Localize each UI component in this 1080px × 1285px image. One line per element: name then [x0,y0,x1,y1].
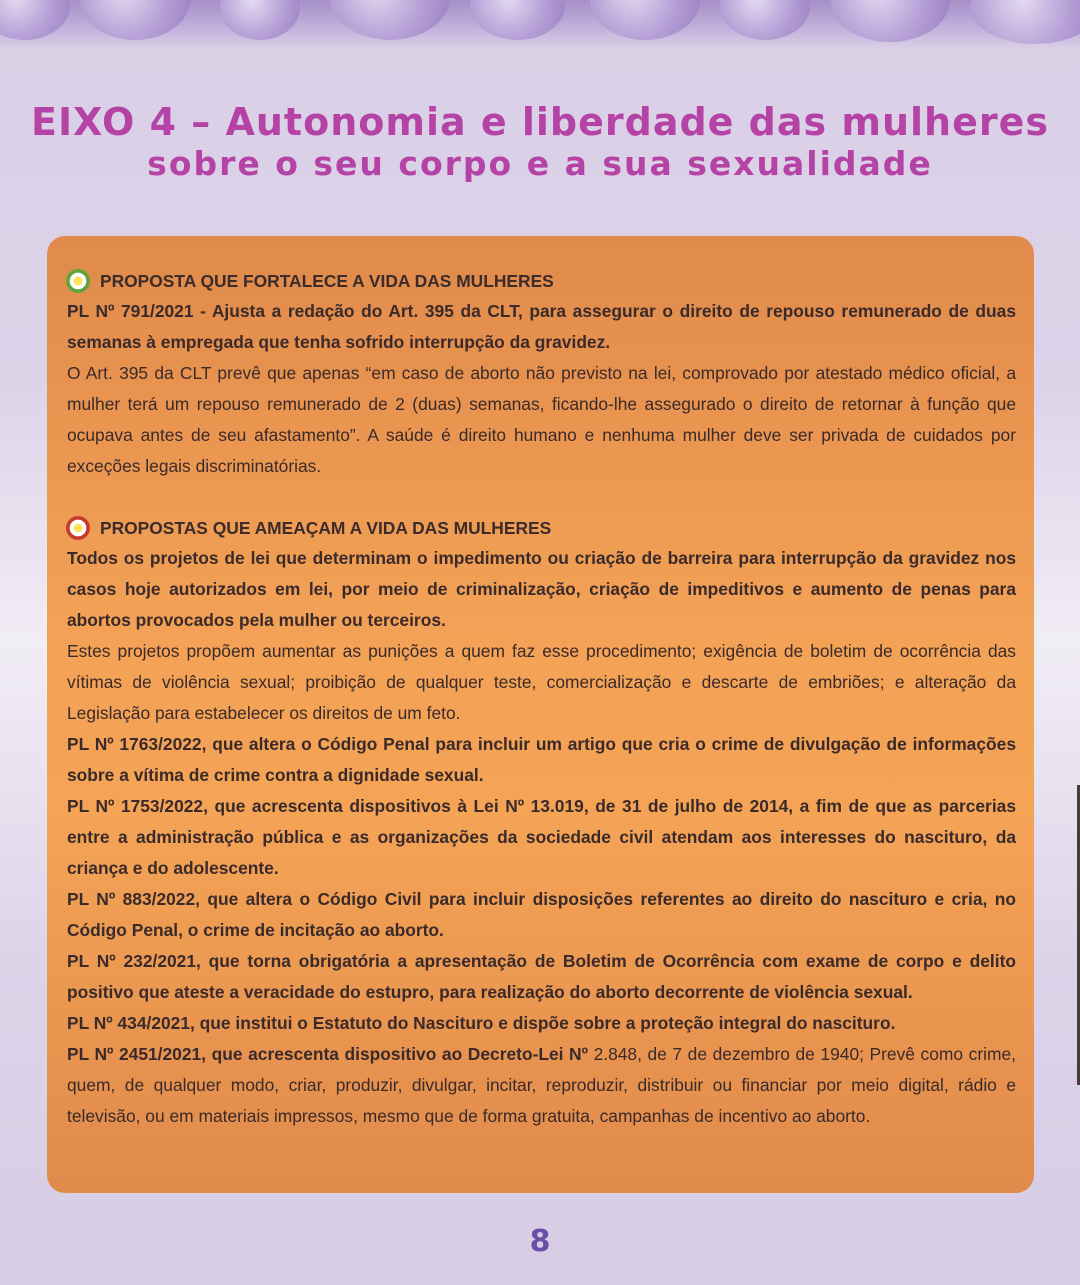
flower-decoration-icon [970,0,1080,44]
flower-decoration-icon [470,0,565,40]
page-title [0,100,1080,184]
positive-bill: PL Nº 791/2021 - Ajusta a redação do Art. 395 da CLT, para assegurar o direito de repouso remunerado de duas semanas à empregada que tenha sofrido interrupção da gravidez. [67,301,1016,352]
bill-item-last [67,1039,1016,1132]
positive-description: O Art. 395 da CLT prevê que apenas “em caso de aborto não previsto na lei, comprovado por atestado médico oficial, a mulher terá um repouso remunerado de 2 (duas) semanas, ficando-lhe assegurado o direito de retornar à função que ocupava antes de seu afastamento”. A saúde é direito humano e nenhuma mulher deve ser privada de cuidados por exceções legais discriminatórias. [67,363,1016,476]
positive-section-heading [66,266,1016,296]
title-line-2: sobre o seu corpo e a sua sexualidade [147,144,933,183]
title-line-1: EIXO 4 – Autonomia e liberdade das mulheres [31,100,1049,144]
content-panel [47,236,1034,1193]
decorative-flower-banner [0,0,1080,48]
last-bill-text: 2.848, de 7 de dezembro de 1940; Prevê como crime, quem, de qualquer modo, criar, produzir, divulgar, incitar, reproduzir, distribuir ou financiar por meio digital, rádio e televisão, ou em materiais impressos, mesmo que de forma gratuita, campanhas de incentivo ao aborto. [67,1044,1016,1126]
bill-item: PL Nº 434/2021, que institui o Estatuto do Nascituro e dispõe sobre a proteção integral do nascituro. [67,1013,896,1033]
page-number: 8 [529,1224,551,1259]
flower-decoration-icon [590,0,700,40]
flower-decoration-icon [0,0,70,40]
negative-intro-bold: Todos os projetos de lei que determinam o impedimento ou criação de barreira para interrupção da gravidez nos casos hoje autorizados em lei, por meio de criminalização, criação de impeditivos e aumento de penas para abortos provocados pela mulher ou terceiros. [67,548,1016,630]
negative-section-heading [66,513,1016,543]
flower-decoration-icon [80,0,190,40]
last-bill-bold: PL Nº 2451/2021, que acrescenta dispositivo ao Decreto-Lei Nº [67,1044,588,1064]
flower-green-icon [66,269,90,293]
flower-decoration-icon [220,0,300,40]
positive-heading-text: PROPOSTA QUE FORTALECE A VIDA DAS MULHERES [100,271,554,291]
bill-item: PL Nº 1763/2022, que altera o Código Penal para incluir um artigo que cria o crime de divulgação de informações sobre a vítima de crime contra a dignidade sexual. [67,734,1016,785]
flower-red-icon [66,516,90,540]
bill-item: PL Nº 883/2022, que altera o Código Civil para incluir disposições referentes ao direito do nascituro e cria, no Código Penal, o crime de incitação ao aborto. [67,889,1016,940]
flower-decoration-icon [830,0,950,42]
bill-item: PL Nº 232/2021, que torna obrigatória a apresentação de Boletim de Ocorrência com exame de corpo e delito positivo que ateste a veracidade do estupro, para realização do aborto decorrente de violência sexual. [67,951,1016,1002]
negative-heading-text: PROPOSTAS QUE AMEAÇAM A VIDA DAS MULHERES [100,518,552,538]
bill-item: PL Nº 1753/2022, que acrescenta dispositivos à Lei Nº 13.019, de 31 de julho de 2014, a fim de que as parcerias entre a administração pública e as organizações da sociedade civil atendam aos interesses do nascituro, da criança e do adolescente. [67,796,1016,878]
flower-decoration-icon [720,0,810,40]
negative-intro-text: Estes projetos propõem aumentar as punições a quem faz esse procedimento; exigência de boletim de ocorrência das vítimas de violência sexual; proibição de qualquer teste, comercialização e descarte de embriões; e alteração da Legislação para estabelecer os direitos de um feto. [67,641,1016,723]
flower-decoration-icon [330,0,450,40]
